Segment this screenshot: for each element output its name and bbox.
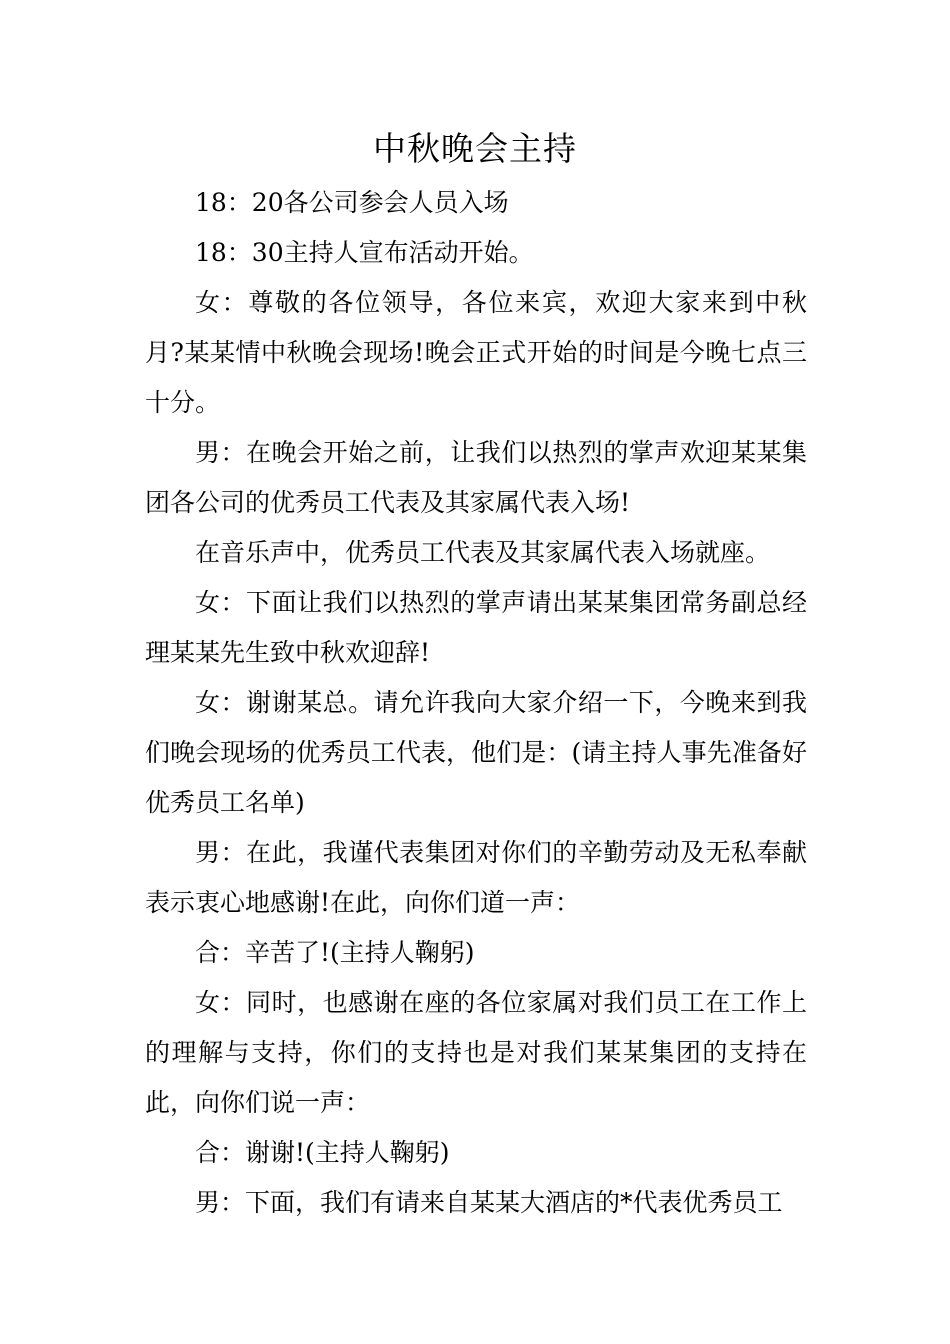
paragraph-start-time: 18：30主持人宣布活动开始。	[195, 238, 534, 267]
paragraph-thanks-staff: 男：在此，我谨代表集团对你们的辛勤劳动及无私奉献表示衷心地感谢!在此，向你们道一声：	[145, 838, 807, 917]
document-title: 中秋晚会主持	[373, 129, 577, 168]
paragraph-arrival-time: 18：20各公司参会人员入场	[195, 188, 509, 217]
paragraph-thanks-families: 女：同时，也感谢在座的各位家属对我们员工在工作上的理解与支持，你们的支持也是对我们某某集团的支持在此，向你们说一声：	[145, 988, 807, 1117]
paragraph-music-seating: 在音乐声中，优秀员工代表及其家属代表入场就座。	[195, 538, 771, 567]
paragraph-chorus-hard-work: 合：辛苦了!(主持人鞠躬)	[195, 938, 475, 967]
paragraph-chorus-thanks: 合：谢谢!(主持人鞠躬)	[195, 1138, 450, 1167]
paragraph-next-invite: 男：下面，我们有请来自某某大酒店的*代表优秀员工	[195, 1188, 783, 1217]
paragraph-welcome: 女：尊敬的各位领导，各位来宾，欢迎大家来到中秋月?某某情中秋晚会现场!晚会正式开始的时间是今晚七点三十分。	[145, 288, 807, 417]
paragraph-applause-entry: 男：在晚会开始之前，让我们以热烈的掌声欢迎某某集团各公司的优秀员工代表及其家属代表入场!	[145, 438, 807, 517]
paragraph-introduction: 女：谢谢某总。请允许我向大家介绍一下，今晚来到我们晚会现场的优秀员工代表，他们是：(请主持人事先准备好优秀员工名单)	[145, 688, 807, 817]
document-body	[145, 178, 807, 1228]
paragraph-speech-invite: 女：下面让我们以热烈的掌声请出某某集团常务副总经理某某先生致中秋欢迎辞!	[145, 588, 807, 667]
